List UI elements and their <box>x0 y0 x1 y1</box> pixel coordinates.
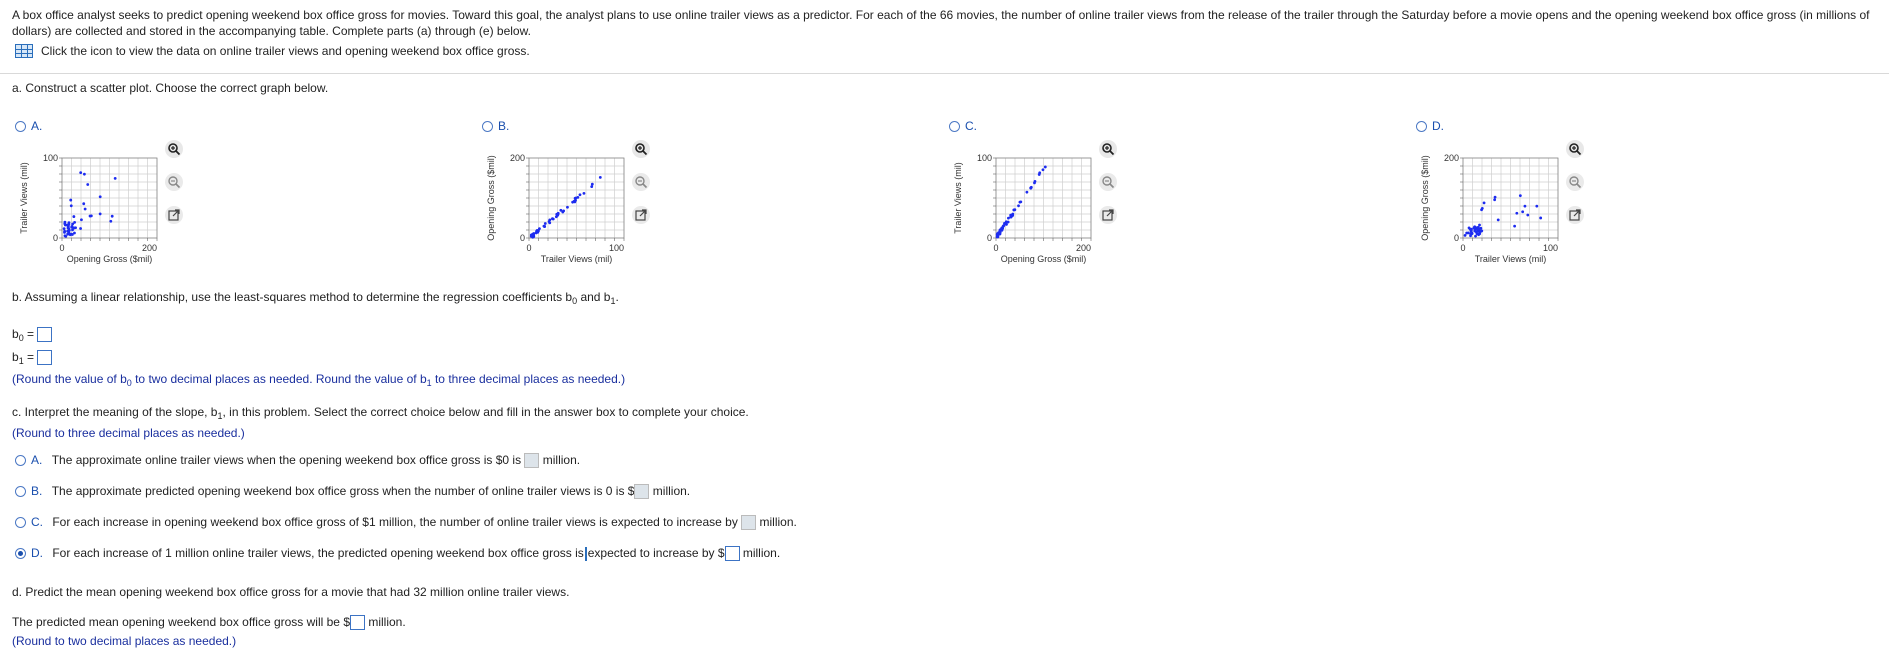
graph-option-label[interactable] <box>949 119 977 133</box>
graph-option-radio[interactable] <box>482 121 493 132</box>
data-point <box>1038 171 1041 174</box>
data-point <box>71 228 74 231</box>
y-axis-label: Opening Gross ($mil) <box>486 155 496 241</box>
data-point <box>1029 186 1032 189</box>
scatter-plot <box>15 148 155 268</box>
data-point <box>1005 223 1008 226</box>
graph-option-letter: B. <box>498 119 510 133</box>
data-point <box>86 183 89 186</box>
data-point <box>1033 181 1036 184</box>
view-data-link[interactable] <box>15 44 530 58</box>
x-tick-label-max: 100 <box>608 243 624 253</box>
zoom-in-icon[interactable] <box>1566 140 1584 158</box>
data-point <box>79 227 82 230</box>
data-point <box>562 210 565 213</box>
data-point <box>1478 224 1481 227</box>
open-window-icon[interactable] <box>1099 206 1117 224</box>
data-point <box>82 202 85 205</box>
zoom-in-icon[interactable] <box>632 140 650 158</box>
y-tick-label-zero: 0 <box>519 233 525 243</box>
data-point <box>1521 210 1524 213</box>
table-icon[interactable] <box>15 44 33 58</box>
graph-option-letter: C. <box>965 119 977 133</box>
data-point <box>1017 204 1020 207</box>
choice-b[interactable]: B. The approximate predicted opening weekend box office gross when the number of online trailer views is 0 is $ million. <box>15 484 690 499</box>
data-point <box>1476 229 1479 232</box>
data-point <box>111 215 114 218</box>
zoom-out-icon[interactable] <box>1566 173 1584 191</box>
choice-b-radio[interactable] <box>15 486 26 497</box>
data-point <box>63 227 66 230</box>
part-d-prompt: d. Predict the mean opening weekend box office gross for a movie that had 32 million online trailer views. <box>12 585 570 599</box>
data-point <box>999 230 1002 233</box>
zoom-out-icon[interactable] <box>632 173 650 191</box>
data-point <box>1519 194 1522 197</box>
choice-c-input[interactable] <box>741 515 756 530</box>
part-c-prompt: c. Interpret the meaning of the slope, $b_1$, in this problem. Select the correct choice below and fill in the answer box to complete your choice. <box>12 405 749 421</box>
part-d-input[interactable] <box>350 615 365 630</box>
choice-c[interactable]: C. For each increase in opening weekend box office gross of $1 million, the number of online trailer views is expected to increase by million. <box>15 515 797 530</box>
data-point <box>544 222 547 225</box>
scatter-plot <box>949 148 1089 268</box>
data-point <box>573 200 576 203</box>
data-point <box>552 218 555 221</box>
data-point <box>1493 198 1496 201</box>
graph-option-label[interactable] <box>15 119 42 133</box>
zoom-out-icon[interactable] <box>165 173 183 191</box>
data-point <box>1470 228 1473 231</box>
scatter-plot <box>482 148 622 268</box>
divider <box>0 73 1889 74</box>
data-point <box>68 229 71 232</box>
data-point <box>1497 218 1500 221</box>
x-tick-label-zero: 0 <box>993 243 999 253</box>
data-point <box>556 213 559 216</box>
open-window-icon[interactable] <box>1566 206 1584 224</box>
data-point <box>536 229 539 232</box>
data-point <box>90 214 93 217</box>
data-point <box>70 204 73 207</box>
zoom-in-icon[interactable] <box>165 140 183 158</box>
choice-a-radio[interactable] <box>15 455 26 466</box>
data-point <box>1526 214 1529 217</box>
data-point <box>583 192 586 195</box>
data-point <box>79 171 82 174</box>
data-point <box>64 235 67 238</box>
data-point <box>590 185 593 188</box>
data-point <box>63 222 66 225</box>
b1-row: $b_1$ = <box>12 350 52 366</box>
data-point <box>80 218 83 221</box>
problem-statement: A box office analyst seeks to predict opening weekend box office gross for movies. Toward this goal, the analyst plans to use online trailer views as a predictor. For each of the 66 movies, the number of online trailer views from the release of the trailer through the Saturday before a movie opens and the opening weekend box office gross (in millions of dollars) are collected and stored in the accompanying table. Complete parts (a) through (e) below. <box>12 8 1870 38</box>
data-point <box>1473 225 1476 228</box>
data-point <box>1478 232 1481 235</box>
data-point <box>1467 231 1470 234</box>
data-point <box>576 196 579 199</box>
x-tick-label-zero: 0 <box>1460 243 1466 253</box>
graph-option-label[interactable] <box>1416 119 1444 133</box>
text-cursor <box>585 547 587 561</box>
data-point <box>1473 230 1476 233</box>
choice-d-radio[interactable] <box>15 548 26 559</box>
data-point <box>1464 234 1467 237</box>
zoom-in-icon[interactable] <box>1099 140 1117 158</box>
data-point <box>1471 232 1474 235</box>
scatter-plot <box>1416 148 1556 268</box>
data-point <box>1539 217 1542 220</box>
data-point <box>99 195 102 198</box>
data-point <box>1044 166 1047 169</box>
part-c-note: (Round to three decimal places as needed.) <box>12 426 245 440</box>
graph-option-radio[interactable] <box>949 121 960 132</box>
choice-d-input[interactable] <box>725 546 740 561</box>
data-point <box>538 227 541 230</box>
y-axis-label: Opening Gross ($mil) <box>1420 155 1430 241</box>
y-tick-label-max: 100 <box>976 153 992 163</box>
b1-input[interactable] <box>37 350 52 365</box>
graph-option-letter: A. <box>31 119 43 133</box>
y-tick-label-zero: 0 <box>52 233 58 243</box>
part-b-note: (Round the value of $b_0$ to two decimal places as needed. Round the value of $b_1$ to three decimal places as needed.) <box>12 372 626 388</box>
view-data-text[interactable]: Click the icon to view the data on online trailer views and opening weekend box office gross. <box>41 44 530 58</box>
y-tick-label-max: 200 <box>1443 153 1459 163</box>
data-point <box>579 193 582 196</box>
part-d-note: (Round to two decimal places as needed.) <box>12 634 237 648</box>
data-point <box>591 183 594 186</box>
data-point <box>74 226 77 229</box>
b0-input[interactable] <box>37 327 52 342</box>
data-point <box>1042 168 1045 171</box>
data-point <box>1476 232 1479 235</box>
data-point <box>69 199 72 202</box>
x-tick-label-max: 100 <box>1542 243 1558 253</box>
data-point <box>555 215 558 218</box>
data-point <box>1480 230 1483 233</box>
choice-a-input[interactable] <box>524 453 539 468</box>
graph-option-label[interactable] <box>482 119 509 133</box>
data-point <box>1009 214 1012 217</box>
data-point <box>1483 201 1486 204</box>
data-point <box>1513 225 1516 228</box>
part-d-answer-row: The predicted mean opening weekend box office gross will be $ million. <box>12 615 406 629</box>
x-axis-label: Opening Gross ($mil) <box>1000 254 1087 264</box>
zoom-out-icon[interactable] <box>1099 173 1117 191</box>
graph-option-radio[interactable] <box>15 121 26 132</box>
x-tick-label-max: 200 <box>1075 243 1091 253</box>
part-b-prompt: b. Assuming a linear relationship, use the least-squares method to determine the regression coefficients $b_0$ and $b_1$. <box>12 290 619 306</box>
open-window-icon[interactable] <box>632 206 650 224</box>
data-point <box>1494 196 1497 199</box>
data-point <box>599 176 602 179</box>
choice-c-radio[interactable] <box>15 517 26 528</box>
data-point <box>83 173 86 176</box>
y-axis-label: Trailer Views (mil) <box>19 162 29 234</box>
graph-option-radio[interactable] <box>1416 121 1427 132</box>
x-tick-label-max: 200 <box>141 243 157 253</box>
y-axis-label: Trailer Views (mil) <box>953 162 963 234</box>
data-point <box>543 225 546 228</box>
data-point <box>1515 212 1518 215</box>
data-point <box>997 235 1000 238</box>
choice-d[interactable]: D. For each increase of 1 million online trailer views, the predicted opening weekend box office gross is expected to increase by $ million. <box>15 546 780 561</box>
graph-option-letter: D. <box>1432 119 1444 133</box>
y-tick-label-max: 200 <box>509 153 525 163</box>
data-point <box>1002 225 1005 228</box>
data-point <box>566 206 569 209</box>
x-axis-label: Trailer Views (mil) <box>540 254 613 264</box>
choice-b-input[interactable] <box>634 484 649 499</box>
data-point <box>1477 226 1480 229</box>
data-point <box>559 209 562 212</box>
data-point <box>66 224 69 227</box>
data-point <box>71 225 74 228</box>
choice-a[interactable]: A. The approximate online trailer views when the opening weekend box office gross is $0 is million. <box>15 453 580 468</box>
data-point <box>67 227 70 230</box>
x-axis-label: Trailer Views (mil) <box>1474 254 1547 264</box>
part-a-prompt: a. Construct a scatter plot. Choose the correct graph below. <box>12 81 329 95</box>
data-point <box>1535 205 1538 208</box>
data-point <box>548 221 551 224</box>
data-point <box>71 233 74 236</box>
data-point <box>63 230 66 233</box>
y-tick-label-zero: 0 <box>986 233 992 243</box>
open-window-icon[interactable] <box>165 206 183 224</box>
x-axis-label: Opening Gross ($mil) <box>66 254 153 264</box>
x-tick-label-zero: 0 <box>526 243 532 253</box>
data-point <box>72 215 75 218</box>
data-point <box>574 197 577 200</box>
y-tick-label-zero: 0 <box>1453 233 1459 243</box>
data-point <box>1012 209 1015 212</box>
data-point <box>1480 208 1483 211</box>
data-point <box>99 213 102 216</box>
data-point <box>1474 235 1477 238</box>
data-point <box>531 234 534 237</box>
data-point <box>1026 191 1029 194</box>
data-point <box>84 208 87 211</box>
data-point <box>1019 201 1022 204</box>
b0-row: $b_0$ = <box>12 327 52 343</box>
y-tick-label-max: 100 <box>42 153 58 163</box>
data-point <box>114 177 117 180</box>
data-point <box>1524 205 1527 208</box>
x-tick-label-zero: 0 <box>59 243 65 253</box>
data-point <box>109 220 112 223</box>
